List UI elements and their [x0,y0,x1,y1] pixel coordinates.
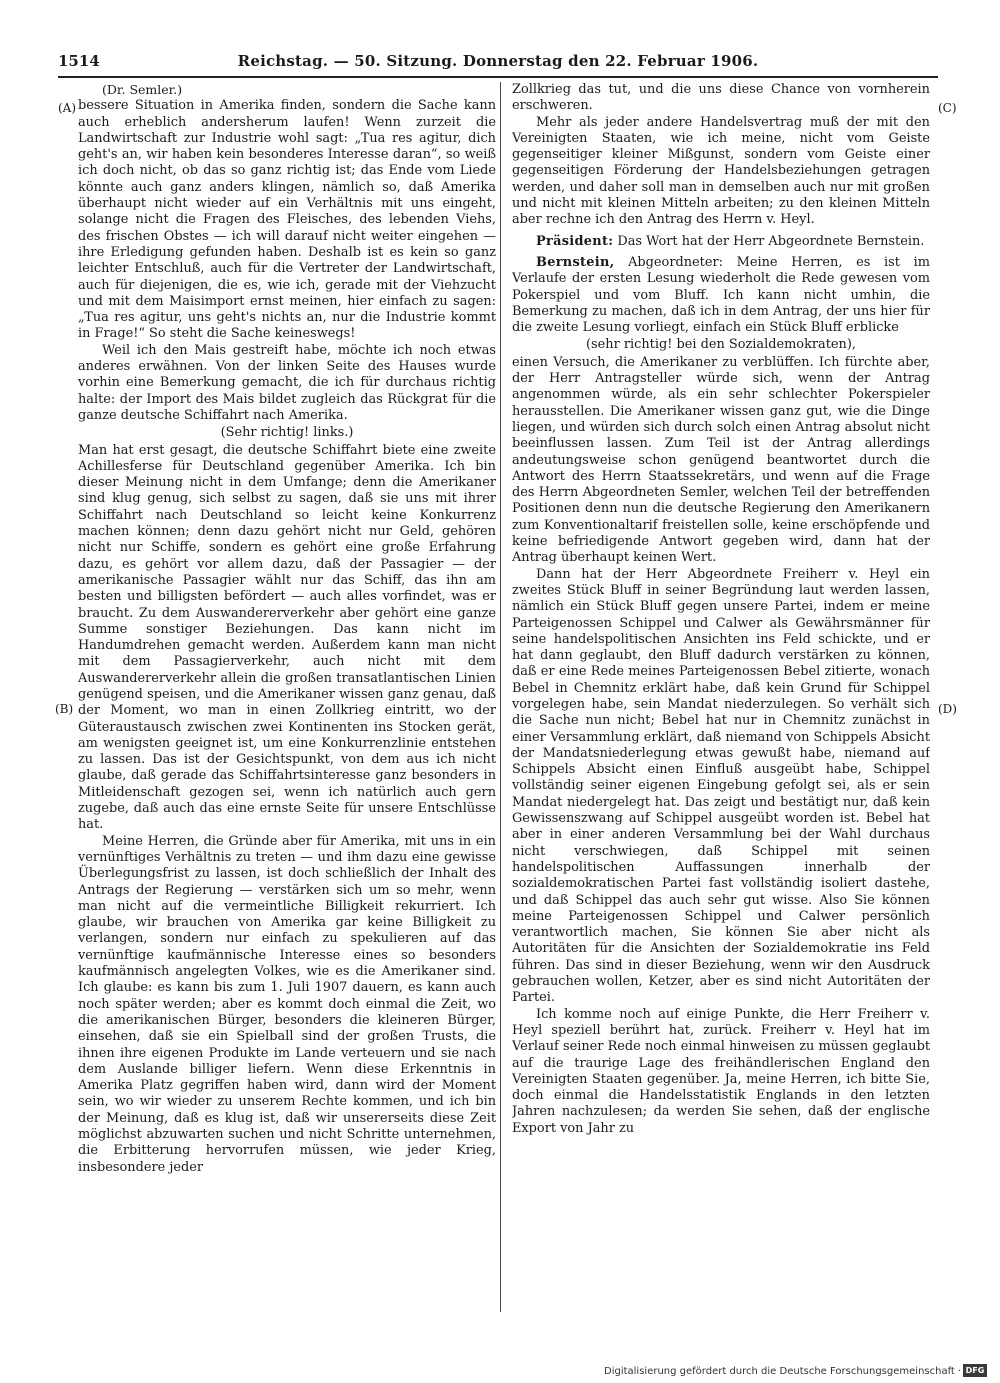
bernstein-paragraph [512,255,930,336]
paragraph: Dann hat der Herr Abgeordnete Freiherr v. Heyl ein zweites Stück Bluff in seiner Begründung laut werden lassen, nämlich ein Stück Bluff gegen unsere Partei, indem er meine Parteigenossen Schippel und Calwer als Gewährsmänner für seine handelspolitischen Ansichten ins Feld schickte, und er hat dann geglaubt, den Bluff dadurch verstärken zu können, daß er eine Rede meines Parteigenossen Bebel zitierte, wonach Bebel in Chemnitz erklärt habe, daß kein Grund für Schippel vorgelegen habe, sein Mandat niederzulegen. So verhält sich die Sache nun nicht; Bebel hat nur in Chemnitz zunächst in einer Versammlung erklärt, daß niemand von Schippels Absicht der Mandatsniederlegung etwas gewußt habe, niemand auf Schippels Absicht einen Einfluß ausgeübt habe, Schippel vollständig seiner eigenen Eingebung gefolgt sei, als er sein Mandat niedergelegt hat. Das zeigt und bestätigt nur, daß kein Gewissenszwang auf Schippel ausgeübt worden ist. Bebel hat aber in einer anderen Versammlung bei der Wahl durchaus nicht verschwiegen, daß Schippel mit seinen handelspolitischen Auffassungen innerhalb der sozialdemokratischen Partei fast vollständig isoliert dastehe, und daß Schippel das auch sehr gut wisse. Also Sie können meine Parteigenossen Schippel und Calwer persönlich verantwortlich machen, Sie können Sie aber nicht als Autoritäten für die Ansichten der Sozialdemokratie ins Feld führen. Das sind in dieser Beziehung, wenn wir den Ausdruck gebrauchen wollen, Ketzer, aber es sind nicht Autoritäten der Partei. [512,566,930,1006]
paragraph: Mehr als jeder andere Handelsvertrag muß der mit den Vereinigten Staaten, wie ich meine, nicht vom Geiste gegenseitiger kleiner Mißgunst, sondern vom Geiste einer gegenseitigen Förderung der Handelsbeziehungen getragen werden, und daher soll man in demselben auch nur mit großen und nicht mit kleinen Mitteln arbeiten; zu den kleinen Mitteln aber rechne ich den Antrag des Herrn v. Heyl. [512,114,930,228]
page-header [58,50,938,78]
interjection: (sehr richtig! bei den Sozialdemokraten), [586,337,856,353]
dfg-logo: DFG [963,1364,987,1377]
page-number: 1514 [58,52,100,70]
left-column [78,82,496,1312]
speaker-tag: (Dr. Semler.) [102,82,183,97]
paragraph: Weil ich den Mais gestreift habe, möchte ich noch etwas anderes erwähnen. Von der linken Seite des Hauses wurde vorhin eine Bemerkung gemacht, die ich für durchaus richtig halte: der Import des Mais bildet zugleich das Rückgrat für die ganze deutsche Schiffahrt nach Amerika. [78,342,496,423]
running-title: Reichstag. — 50. Sitzung. Donnerstag den 22. Februar 1906. [237,52,759,70]
paragraph: Meine Herren, die Gründe aber für Amerika, mit uns in ein vernünftiges Verhältnis zu treten — und ihm dazu eine gewisse Überlegungsfrist zu lassen, ist doch schließlich der Inhalt des Antrags der Regierung — verstärken sich um so mehr, wenn man nicht auf die vermeintliche Billigkeit rekurriert. Ich glaube, wir brauchen von Amerika gar keine Billigkeit zu verlangen, sondern nur einfach zu spekulieren auf das vernünftige kaufmännische Interesse eines so besonders kaufmännisch angelegten Volkes, wie es die Amerikaner sind. Ich glaube: es kann bis zum 1. Juli 1907 dauern, es kann auch noch später werden; aber es kommt doch einmal die Zeit, wo die amerikanischen Bürger, besonders die kleineren Bürger, einsehen, daß sie ein Spielball sind der großen Trusts, die ihnen ihre eigenen Produkte im Lande verteuern und sie nach dem Auslande billiger liefern. Wenn diese Erkenntnis in Amerika Platz gegriffen haben wird, dann wird der Moment sein, wo wir wieder zu unserem Rechte kommen, und ich bin der Meinung, daß es klug ist, daß wir unsererseits diese Zeit möglichst abzuwarten suchen und nicht Schritte unternehmen, die Erbitterung hervorrufen müssen, wie jeder Krieg, insbesondere jeder [78,833,496,1175]
right-column [512,82,930,1312]
margin-marker-d: (D) [938,702,957,716]
column-divider [500,82,501,1312]
margin-marker-b: (B) [55,702,74,716]
bernstein-text: Abgeordneter: Meine Herren, es ist im Verlaufe der ersten Lesung wiederholt die Rede gewesen vom Pokerspiel und vom Bluff. Ich kann nicht umhin, die Bemerkung zu machen, daß ich in dem Antrag, der uns hier für die zweite Lesung vorliegt, einfach ein Stück Bluff erblicke [512,254,930,336]
paragraph: Ich komme noch auf einige Punkte, die Herr Freiherr v. Heyl speziell berührt hat, zurück. Freiherr v. Heyl hat im Verlauf seiner Rede noch einmal hinweisen zu müssen geglaubt auf die traurige Lage des freihändlerischen England den Vereinigten Staaten gegenüber. Ja, meine Herren, ich bitte Sie, doch einmal die Handelsstatistik Englands in den letzten Jahren nachzulesen; da werden Sie sehen, daß der englische Export von Jahr zu [512,1006,930,1136]
paragraph: einen Versuch, die Amerikaner zu verblüffen. Ich fürchte aber, der Herr Antragsteller würde sich, wenn der Antrag angenommen würde, als ein sehr schlechter Pokerspieler herausstellen. Die Amerikaner wissen ganz gut, wie die Dinge liegen, und würden sich durch solch einen Antrag absolut nicht beeinflussen lassen. Zum Teil ist der Antrag allerdings andeutungsweise schon genügend beantwortet durch die Antwort des Herrn Staatssekretärs, und wenn auf die Frage des Herrn Abgeordneten Semler, welchen Teil der betreffenden Positionen denn nun die deutsche Regierung den Amerikanern zum Konventionaltarif freistellen solle, keine erschöpfende und keine befriedigende Antwort gegeben wird, dann hat der Antrag überhaupt keinen Wert. [512,354,930,566]
bernstein-name: Bernstein, [536,254,615,270]
interjection: (Sehr richtig! links.) [220,425,354,441]
paragraph: Zollkrieg das tut, und die uns diese Chance von vornherein erschweren. [512,82,930,114]
paragraph: Man hat erst gesagt, die deutsche Schiffahrt biete eine zweite Achillesferse für Deutschland gegenüber Amerika. Ich bin dieser Meinung nicht in dem Umfange; denn die Amerikaner sind klug genug, sich selbst zu sagen, daß sie uns mit ihrer Schiffahrt nach Deutschland so leicht keine Konkurrenz machen können; denn dazu gehört nicht nur Geld, gehören nicht nur Schiffe, sondern es gehört eine große Erfahrung dazu, es gehört vor allem dazu, daß der Passagier — der amerikanische Passagier wählt nur das Schiff, das ihn am besten und billigsten befördert — auch alles vorfindet, was er braucht. Zu dem Auswandererverkehr aber gehört eine ganze Summe sonstiger Beziehungen. Das kann nicht im Handumdrehen gemacht werden. Außerdem kann man nicht mit dem Passagierverkehr, auch nicht mit dem Auswandererverkehr allein die großen transatlantischen Linien genügend speisen, und die Amerikaner wissen ganz genau, daß der Moment, wo man in einen Zollkrieg eintritt, wo der Güteraustausch zwischen zwei Kontinenten ins Stocken gerät, am wenigsten geeignet ist, um eine Konkurrenzlinie entstehen zu lassen. Das ist der Gesichtspunkt, von dem aus ich nicht glaube, daß gerade das Schiffahrtsinteresse ganz besonders in Mitleidenschaft gezogen sei, wenn ich natürlich auch gern zugebe, daß auch das eine ernste Seite für unsere Entschlüsse hat. [78,442,496,833]
margin-marker-a: (A) [58,101,77,115]
president-paragraph [512,234,930,250]
president-name: Präsident: [536,233,614,249]
paragraph: bessere Situation in Amerika finden, sondern die Sache kann auch erheblich andersherum laufen! Wenn zurzeit die Landwirtschaft zur Industrie wohl sagt: „Tua res agitur, dich geht's an, wir haben kein besonderes Interesse daran“, so weiß ich doch nicht, ob das so ganz richtig ist; das Ende vom Liede könnte auch ganz anders klingen, nämlich so, daß Amerika überhaupt nicht wieder auf ein Verhältnis mit uns eingeht, solange nicht die Fragen des Fleisches, des lebenden Viehs, des frischen Obstes — ich will darauf nicht weiter eingehen — ihre Erledigung gefunden haben. Deshalb ist es kein so ganz leichter Entschluß, auch für die Vertreter der Landwirtschaft, auch für diejenigen, die es, wie ich, gerade mit der Viehzucht und mit dem Maisimport ernst meinen, hier einfach zu sagen: „Tua res agitur, uns geht's nichts an, nur die Industrie kommt in Frage!“ So steht die Sache keineswegs! [78,98,496,342]
margin-marker-c: (C) [938,101,957,115]
digitization-note: Digitalisierung gefördert durch die Deutsche Forschungsgemeinschaft · [604,1366,962,1377]
president-text: Das Wort hat der Herr Abgeordnete Bernstein. [613,233,925,249]
